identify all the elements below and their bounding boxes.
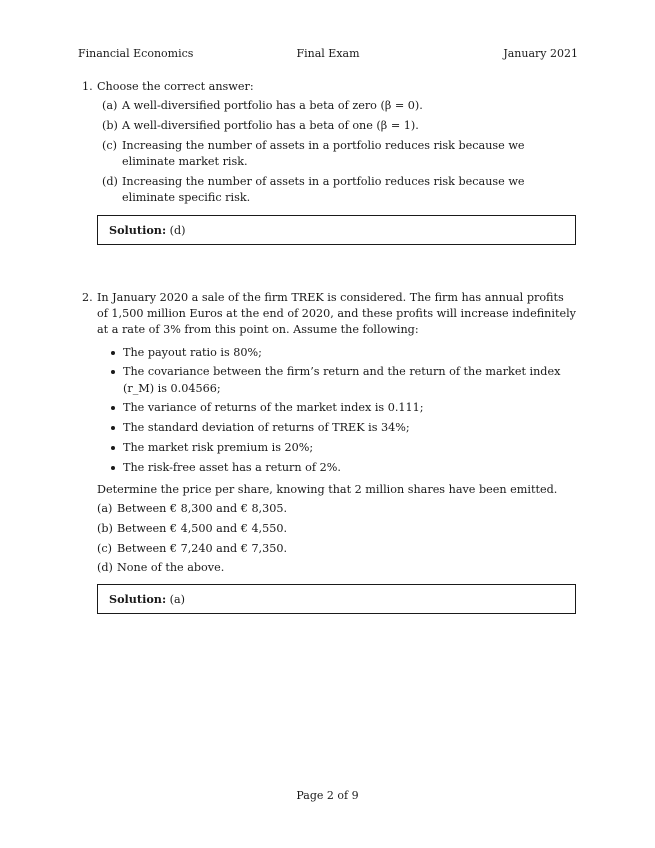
exam-title: Final Exam [296,47,360,60]
page-header [78,46,578,62]
question-prompt: Choose the correct answer: [97,80,254,93]
solution-value: (a) [169,593,186,606]
option-d [102,174,578,206]
question-task: Determine the price per share, knowing that 2 million shares have been emitted. [97,482,558,496]
option-c [102,138,578,170]
solution-label: Solution: [109,223,167,237]
option-a [102,98,578,114]
option-text: None of the above. [117,561,225,575]
option-d [97,560,578,576]
question-prompt: In January 2020 a sale of the firm TREK is considered. The firm has annual profits of 1,500 million Euros at the end of 2020, and these profits will increase indefinitely at a rate of 3% from this point on. Assume the following: [97,291,576,337]
option-c [97,541,578,557]
assumption-item: The covariance between the firm’s return and the return of the market index (r_M) is 0.04566; [123,364,578,396]
option-letter: (a) [102,99,118,113]
option-text: Increasing the number of assets in a portfolio reduces risk because we eliminate specific risk. [122,174,525,204]
option-letter: (d) [97,561,113,575]
option-letter: (d) [102,174,118,188]
assumption-list [123,345,578,476]
solution-value: (d) [169,224,186,237]
option-letter: (b) [97,521,113,535]
solution-box-1 [97,215,576,245]
option-letter: (c) [102,138,117,152]
option-text: A well-diversified portfolio has a beta of zero (β = 0). [122,99,423,113]
question-1 [82,79,578,210]
option-b [97,521,578,537]
option-letter: (b) [102,118,118,132]
option-text: Between € 7,240 and € 7,350. [117,541,288,555]
assumption-item: The risk-free asset has a return of 2%. [123,460,578,476]
option-b [102,118,578,134]
option-text: Increasing the number of assets in a portfolio reduces risk because we eliminate market risk. [122,138,525,168]
answer-options [97,501,578,576]
assumption-item: The variance of returns of the market index is 0.111; [123,400,578,416]
course-title: Financial Economics [78,47,194,60]
question-2 [82,290,578,580]
option-letter: (c) [97,541,112,555]
option-text: Between € 8,300 and € 8,305. [117,502,288,516]
assumption-item: The market risk premium is 20%; [123,440,578,456]
question-number: 1. [82,80,93,93]
assumption-item: The standard deviation of returns of TREK is 34%; [123,420,578,436]
option-letter: (a) [97,502,113,516]
answer-options [102,98,578,206]
exam-date: January 2021 [503,47,578,60]
solution-label: Solution: [109,592,167,606]
assumption-item: The payout ratio is 80%; [123,345,578,361]
question-number: 2. [82,291,93,304]
option-text: Between € 4,500 and € 4,550. [117,521,288,535]
option-a [97,501,578,517]
page-number: Page 2 of 9 [296,789,359,802]
option-text: A well-diversified portfolio has a beta of one (β = 1). [122,118,419,132]
solution-box-2 [97,584,576,614]
